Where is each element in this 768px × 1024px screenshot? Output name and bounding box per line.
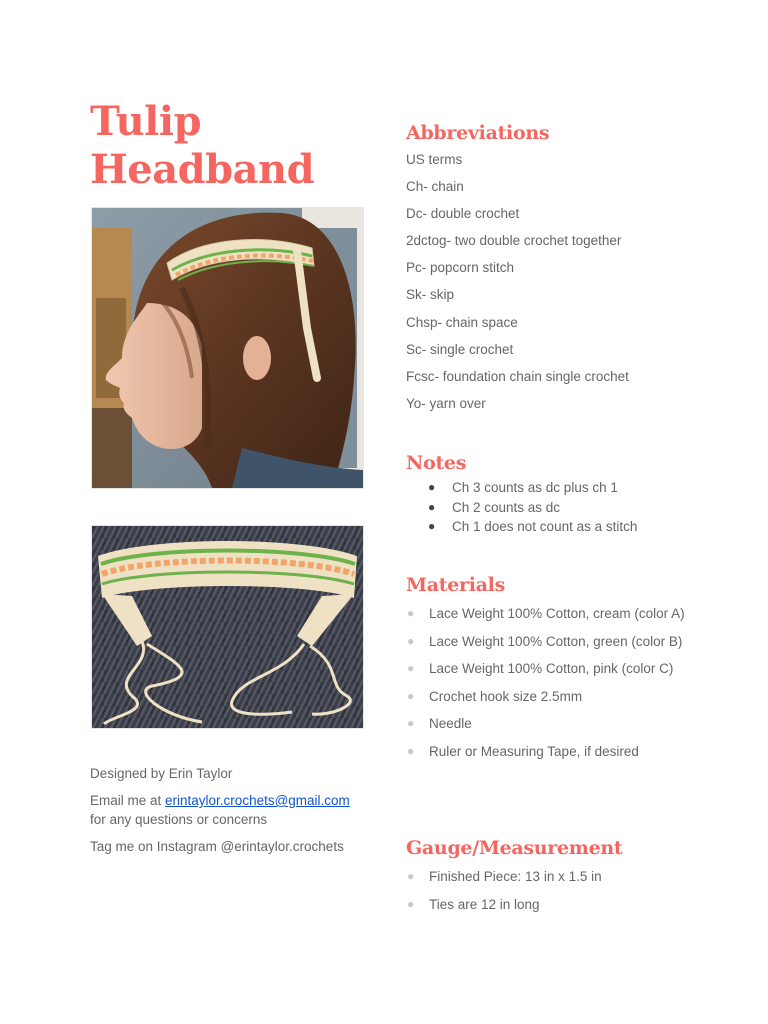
email-prefix: Email me at bbox=[90, 793, 166, 808]
list-item-text: Sk- skip bbox=[406, 287, 455, 303]
list-item bbox=[406, 517, 696, 537]
list-item-text: US terms bbox=[406, 152, 463, 167]
bullet-icon: ● bbox=[428, 519, 436, 533]
list-item-text: Ch 3 counts as dc plus ch 1 bbox=[452, 480, 618, 495]
list-item-text: Pc- popcorn stitch bbox=[406, 260, 515, 276]
list-item-text: Ch 2 counts as dc bbox=[452, 499, 561, 515]
left-column bbox=[90, 98, 370, 854]
gauge-heading: Gauge/Measurement bbox=[406, 837, 623, 859]
bullet-icon: ● bbox=[428, 480, 436, 494]
designer-credit: Designed by Erin Taylor bbox=[90, 766, 233, 781]
list-item-text: Lace Weight 100% Cotton, pink (color C) bbox=[429, 661, 674, 676]
instagram-line: Tag me on Instagram @erintaylor.crochets bbox=[90, 839, 344, 854]
list-item bbox=[406, 231, 696, 250]
page-title bbox=[90, 98, 370, 194]
gauge-list bbox=[406, 867, 696, 914]
list-item-text: Ch 1 does not count as a stitch bbox=[452, 519, 638, 534]
bullet-icon: ● bbox=[407, 716, 415, 730]
bullet-icon: ● bbox=[407, 869, 415, 883]
right-column bbox=[406, 120, 696, 912]
list-item-text: Needle bbox=[429, 716, 472, 731]
list-item-text: Fcsc- foundation chain single crochet bbox=[406, 368, 629, 384]
list-item-text: Yo- yarn over bbox=[406, 395, 486, 411]
bullet-icon: ● bbox=[407, 633, 415, 648]
list-item bbox=[406, 177, 696, 196]
list-item bbox=[406, 604, 696, 624]
list-item bbox=[406, 394, 696, 413]
list-item bbox=[406, 340, 696, 359]
abbreviations-list bbox=[406, 150, 696, 413]
list-item bbox=[406, 632, 696, 652]
bullet-icon: ● bbox=[428, 499, 436, 514]
list-item-text: Sc- single crochet bbox=[406, 341, 514, 357]
list-item bbox=[406, 687, 696, 707]
list-item bbox=[406, 714, 696, 734]
title-line-2: Headband bbox=[90, 146, 315, 193]
list-item bbox=[406, 478, 696, 498]
list-item-text: Ruler or Measuring Tape, if desired bbox=[429, 743, 639, 759]
list-item-text: Lace Weight 100% Cotton, cream (color A) bbox=[429, 606, 685, 621]
list-item bbox=[406, 313, 696, 332]
list-item-text: 2dctog- two double crochet together bbox=[406, 233, 622, 249]
email-suffix: for any questions or concerns bbox=[90, 812, 268, 827]
list-item-text: Ties are 12 in long bbox=[429, 896, 540, 912]
list-item bbox=[406, 150, 696, 169]
notes-list bbox=[406, 478, 696, 537]
headband-worn-photo bbox=[92, 208, 363, 488]
list-item bbox=[406, 285, 696, 304]
list-item bbox=[406, 742, 696, 762]
email-link[interactable]: erintaylor.crochets@gmail.com bbox=[165, 793, 350, 808]
headband-flat-photo bbox=[92, 526, 363, 728]
list-item-text: Lace Weight 100% Cotton, green (color B) bbox=[429, 633, 683, 649]
abbreviations-heading: Abbreviations bbox=[406, 122, 550, 144]
list-item-text: Dc- double crochet bbox=[406, 206, 520, 222]
notes-section bbox=[406, 450, 696, 537]
list-item-text: Finished Piece: 13 in x 1.5 in bbox=[429, 869, 602, 884]
bullet-icon: ● bbox=[407, 688, 415, 703]
list-item bbox=[406, 867, 696, 887]
list-item bbox=[406, 367, 696, 386]
list-item bbox=[406, 204, 696, 223]
bullet-icon: ● bbox=[407, 743, 415, 758]
credits bbox=[90, 764, 380, 864]
notes-heading: Notes bbox=[406, 452, 467, 474]
materials-heading: Materials bbox=[406, 574, 505, 596]
materials-section bbox=[406, 572, 696, 769]
list-item-text: Chsp- chain space bbox=[406, 314, 518, 330]
bullet-icon: ● bbox=[407, 606, 415, 620]
title-line-1: Tulip bbox=[90, 98, 202, 145]
list-item bbox=[406, 895, 696, 915]
list-item bbox=[406, 659, 696, 679]
bullet-icon: ● bbox=[407, 896, 415, 911]
contact-line bbox=[90, 791, 380, 829]
list-item bbox=[406, 258, 696, 277]
list-item bbox=[406, 498, 696, 518]
gauge-section bbox=[406, 835, 696, 922]
materials-list bbox=[406, 604, 696, 761]
bullet-icon: ● bbox=[407, 661, 415, 675]
list-item-text: Ch- chain bbox=[406, 179, 464, 195]
list-item-text: Crochet hook size 2.5mm bbox=[429, 688, 583, 704]
